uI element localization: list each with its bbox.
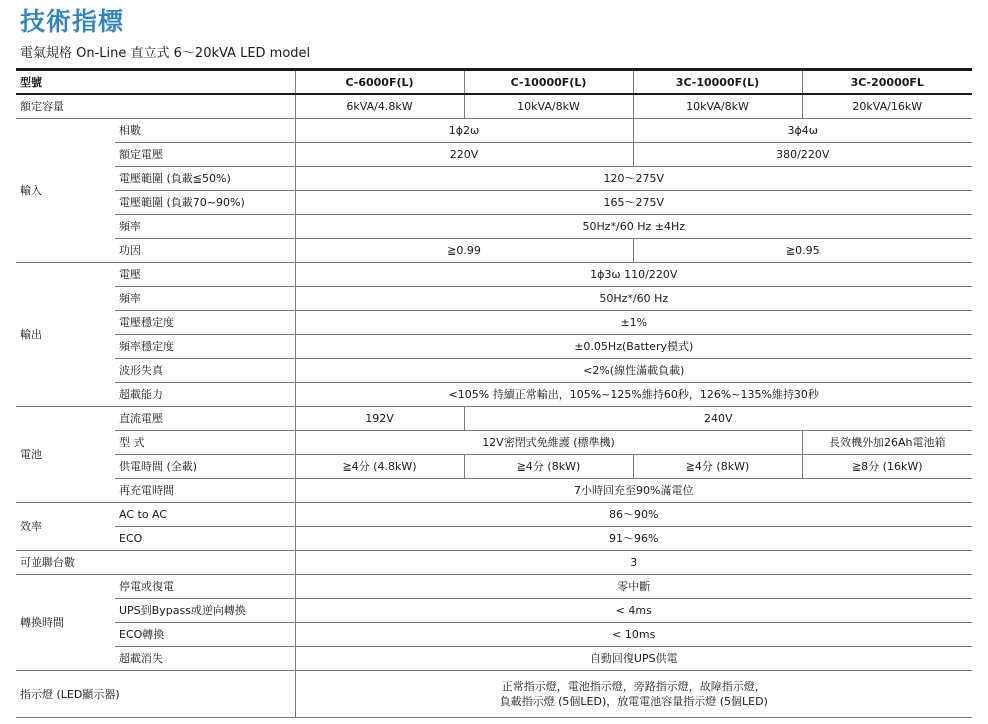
output-frequency-value: 50Hz*/60 Hz bbox=[295, 287, 972, 311]
rated-capacity-value: 20kVA/16kW bbox=[802, 94, 972, 119]
input-power-factor-three: ≧0.95 bbox=[633, 239, 972, 263]
input-voltage-range-50-value: 120～275V bbox=[295, 167, 972, 191]
input-phase-three: 3ϕ4ω bbox=[633, 119, 972, 143]
spec-table bbox=[16, 68, 972, 718]
table-row bbox=[16, 143, 972, 167]
indicator-label: 指示燈 (LED顯示器) bbox=[16, 671, 295, 718]
page-title: 技術指標 bbox=[20, 7, 125, 36]
model-header-4: 3C-20000FL bbox=[802, 70, 972, 95]
input-voltage-range-70-90-value: 165～275V bbox=[295, 191, 972, 215]
input-power-factor-single: ≧0.99 bbox=[295, 239, 633, 263]
output-voltage-label: 電壓 bbox=[115, 263, 295, 287]
efficiency-category: 效率 bbox=[16, 503, 115, 551]
output-frequency-stability-value: ±0.05Hz(Battery模式) bbox=[295, 335, 972, 359]
transfer-eco-label: ECO轉換 bbox=[115, 623, 295, 647]
header-row bbox=[16, 70, 972, 95]
table-row bbox=[16, 335, 972, 359]
battery-dc-voltage-rest: 240V bbox=[464, 407, 972, 431]
battery-type-label: 型 式 bbox=[115, 431, 295, 455]
output-category: 輸出 bbox=[16, 263, 115, 407]
transfer-time-category: 轉換時間 bbox=[16, 575, 115, 671]
battery-backup-time-value: ≧8分 (16kW) bbox=[802, 455, 972, 479]
table-row bbox=[16, 263, 972, 287]
table-row bbox=[16, 407, 972, 431]
output-voltage-stability-value: ±1% bbox=[295, 311, 972, 335]
table-row bbox=[16, 431, 972, 455]
table-row bbox=[16, 575, 972, 599]
input-phase-single: 1ϕ2ω bbox=[295, 119, 633, 143]
table-row bbox=[16, 383, 972, 407]
battery-type-long: 長效機外加26Ah電池箱 bbox=[802, 431, 972, 455]
table-row bbox=[16, 215, 972, 239]
input-rated-voltage-single: 220V bbox=[295, 143, 633, 167]
parallel-value: 3 bbox=[295, 551, 972, 575]
battery-recharge-time-value: 7小時回充至90%滿電位 bbox=[295, 479, 972, 503]
input-frequency-value: 50Hz*/60 Hz ±4Hz bbox=[295, 215, 972, 239]
rated-capacity-value: 10kVA/8kW bbox=[633, 94, 802, 119]
input-power-factor-label: 功因 bbox=[115, 239, 295, 263]
indicator-line-2: 負載指示燈 (5個LED)，放電電池容量指示燈 (5個LED) bbox=[499, 695, 768, 708]
battery-backup-time-value: ≧4分 (8kW) bbox=[633, 455, 802, 479]
efficiency-eco-value: 91～96% bbox=[295, 527, 972, 551]
efficiency-eco-label: ECO bbox=[115, 527, 295, 551]
battery-type-standard: 12V密閉式免維護 (標準機) bbox=[295, 431, 802, 455]
rated-capacity-label: 額定容量 bbox=[16, 94, 295, 119]
table-row bbox=[16, 551, 972, 575]
model-header-1: C-6000F(L) bbox=[295, 70, 464, 95]
table-row bbox=[16, 287, 972, 311]
input-voltage-range-50-label: 電壓範圍 (負載≦50%) bbox=[115, 167, 295, 191]
rated-capacity-value: 10kVA/8kW bbox=[464, 94, 633, 119]
table-row bbox=[16, 455, 972, 479]
table-row bbox=[16, 503, 972, 527]
table-row bbox=[16, 599, 972, 623]
model-header-label: 型號 bbox=[16, 70, 295, 95]
table-row bbox=[16, 119, 972, 143]
table-row bbox=[16, 479, 972, 503]
transfer-overload-clear-value: 自動回復UPS供電 bbox=[295, 647, 972, 671]
battery-backup-time-value: ≧4分 (4.8kW) bbox=[295, 455, 464, 479]
battery-backup-time-value: ≧4分 (8kW) bbox=[464, 455, 633, 479]
input-rated-voltage-three: 380/220V bbox=[633, 143, 972, 167]
table-row bbox=[16, 191, 972, 215]
table-row bbox=[16, 527, 972, 551]
rated-capacity-value: 6kVA/4.8kW bbox=[295, 94, 464, 119]
output-waveform-distortion-value: <2%(線性滿載負載) bbox=[295, 359, 972, 383]
efficiency-ac-to-ac-label: AC to AC bbox=[115, 503, 295, 527]
table-row bbox=[16, 239, 972, 263]
battery-dc-voltage-label: 直流電壓 bbox=[115, 407, 295, 431]
table-row bbox=[16, 94, 972, 119]
table-row bbox=[16, 623, 972, 647]
table-row bbox=[16, 671, 972, 718]
page-subtitle: 電氣規格 On-Line 直立式 6～20kVA LED model bbox=[20, 46, 311, 61]
input-rated-voltage-label: 額定電壓 bbox=[115, 143, 295, 167]
battery-backup-time-label: 供電時間 (全載) bbox=[115, 455, 295, 479]
table-row bbox=[16, 311, 972, 335]
battery-recharge-time-label: 再充電時間 bbox=[115, 479, 295, 503]
transfer-eco-value: < 10ms bbox=[295, 623, 972, 647]
output-voltage-stability-label: 電壓穩定度 bbox=[115, 311, 295, 335]
parallel-label: 可並聯台數 bbox=[16, 551, 295, 575]
input-phase-label: 相數 bbox=[115, 119, 295, 143]
table-row bbox=[16, 359, 972, 383]
table-row bbox=[16, 167, 972, 191]
battery-category: 電池 bbox=[16, 407, 115, 503]
input-frequency-label: 頻率 bbox=[115, 215, 295, 239]
transfer-overload-clear-label: 超載消失 bbox=[115, 647, 295, 671]
model-header-3: 3C-10000F(L) bbox=[633, 70, 802, 95]
indicator-value bbox=[295, 671, 972, 718]
output-overload-capacity-value: <105% 持續正常輸出，105%~125%維持60秒，126%~135%維持30秒 bbox=[295, 383, 972, 407]
table-row bbox=[16, 647, 972, 671]
efficiency-ac-to-ac-value: 86～90% bbox=[295, 503, 972, 527]
output-overload-capacity-label: 超載能力 bbox=[115, 383, 295, 407]
output-frequency-stability-label: 頻率穩定度 bbox=[115, 335, 295, 359]
input-voltage-range-70-90-label: 電壓範圍 (負載70~90%) bbox=[115, 191, 295, 215]
model-header-2: C-10000F(L) bbox=[464, 70, 633, 95]
indicator-line-1: 正常指示燈，電池指示燈，旁路指示燈，故障指示燈， bbox=[501, 680, 766, 693]
output-voltage-value: 1ϕ3ω 110/220V bbox=[295, 263, 972, 287]
battery-dc-voltage-first: 192V bbox=[295, 407, 464, 431]
output-frequency-label: 頻率 bbox=[115, 287, 295, 311]
transfer-bypass-label: UPS到Bypass或逆向轉換 bbox=[115, 599, 295, 623]
transfer-outage-value: 零中斷 bbox=[295, 575, 972, 599]
output-waveform-distortion-label: 波形失真 bbox=[115, 359, 295, 383]
transfer-bypass-value: < 4ms bbox=[295, 599, 972, 623]
input-category: 輸入 bbox=[16, 119, 115, 263]
transfer-outage-label: 停電或復電 bbox=[115, 575, 295, 599]
